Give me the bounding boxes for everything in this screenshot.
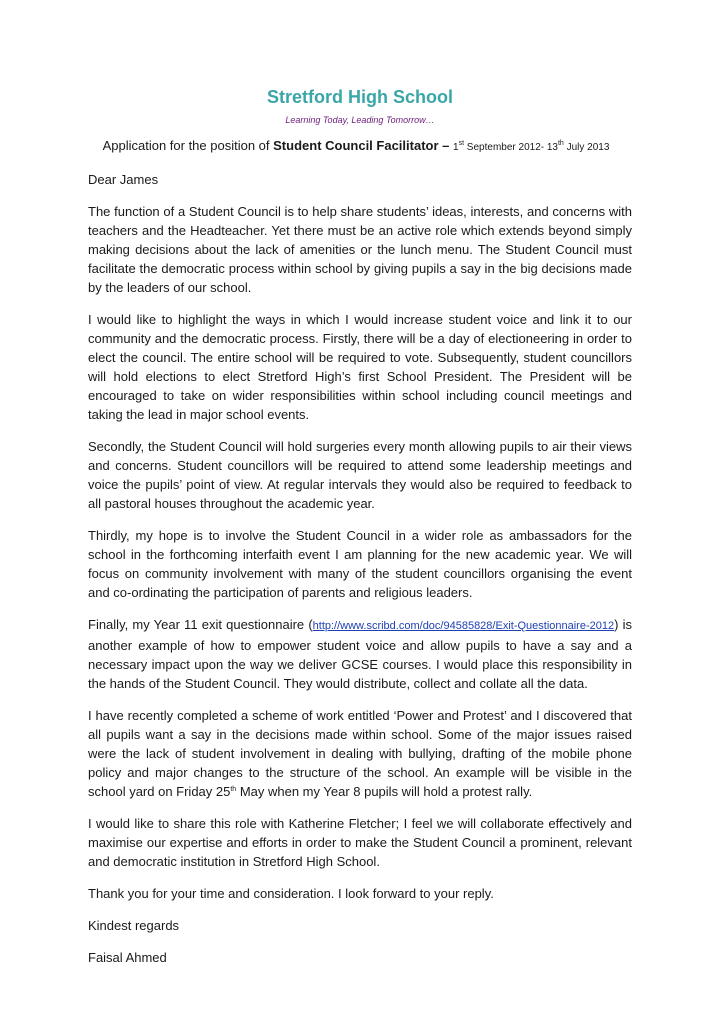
questionnaire-link[interactable]: http://www.scribd.com/doc/94585828/Exit-Questionnaire-2012 [312,620,615,632]
paragraph-3: Secondly, the Student Council will hold surgeries every month allowing pupils to air their views and concerns. Student councillors will be required to attend some leadership meetings and voice the pupils’ point of view. At regular intervals they would also be required to feedback to all pastoral houses throughout the academic year. [88,439,632,511]
greeting: Dear James [88,172,159,187]
subject-start-sup: st [458,140,465,147]
paragraph-4: Thirdly, my hope is to involve the Student Council in a wider role as ambassadors for the school in the forthcoming interfaith event I am planning for the new academic year. We will focus on community involvement with many of the student councillors organising the event and co-ordinating the participation of parents and religious leaders. [88,528,632,600]
signature: Faisal Ahmed [88,950,167,965]
subject-start-day: 1 [453,142,459,153]
subject-role: Student Council Facilitator [273,138,439,153]
subject-prefix: Application for the position of [102,138,274,153]
school-name: Stretford High School [267,87,453,107]
paragraph-1: The function of a Student Council is to help share students’ ideas, interests, and concerns with teachers and the Headteacher. Yet there must be an active role which extends beyond simply making decisions about the lack of amenities or the lunch menu. The Student Council must facilitate the democratic process within school by giving pupils a say in the big decisions made by the leaders of our school. [88,204,632,295]
paragraph-6-end: May when my Year 8 pupils will hold a protest rally. [236,784,533,799]
paragraph-6-start: I have recently completed a scheme of work entitled ‘Power and Protest’ and I discovered that all pupils want a say in the decisions made within school. Some of the major issues raised were the lack of student involvement in dealing with bullying, drafting of the mobile phone policy and major changes to the structure of the school. An example will be visible in the school yard on Friday 25 [88,708,632,799]
subject-end-sup: th [557,140,564,147]
paragraph-7: I would like to share this role with Katherine Fletcher; I feel we will collaborate effectively and maximise our expertise and efforts in order to make the Student Council a prominent, relevant and democratic institution in Stretford High School. [88,816,632,869]
paragraph-5 [88,615,632,693]
subject-end-rest: July 2013 [563,142,610,153]
paragraph-5-end: ) is another example of how to empower student voice and allow pupils to have a say and a necessary impact upon the way we deliver GCSE courses. I would place this responsibility in the hands of the Student Council. They would distribute, collect and collate all the data. [88,617,632,691]
paragraph-8: Thank you for your time and consideration. I look forward to your reply. [88,886,494,901]
closing: Kindest regards [88,918,180,933]
subject-line [80,138,632,156]
paragraph-2: I would like to highlight the ways in which I would increase student voice and link it to our community and the democratic process. Firstly, there will be a day of electioneering in order to elect the council. The entire school will be required to vote. Subsequently, student councillors will hold elections to elect Stretford High’s first School President. The President will be encouraged to take on wider responsibilities within school including council meetings and taking the lead in major school events. [88,312,632,422]
letter-page [88,86,632,967]
paragraph-6 [88,706,632,801]
subject-dash: – [438,138,454,153]
paragraph-5-start: Finally, my Year 11 exit questionnaire ( [88,617,313,632]
school-tagline: Learning Today, Leading Tomorrow… [285,115,435,125]
subject-start-rest: September 2012- 13 [464,142,558,153]
paragraph-6-sup: th [230,786,237,793]
